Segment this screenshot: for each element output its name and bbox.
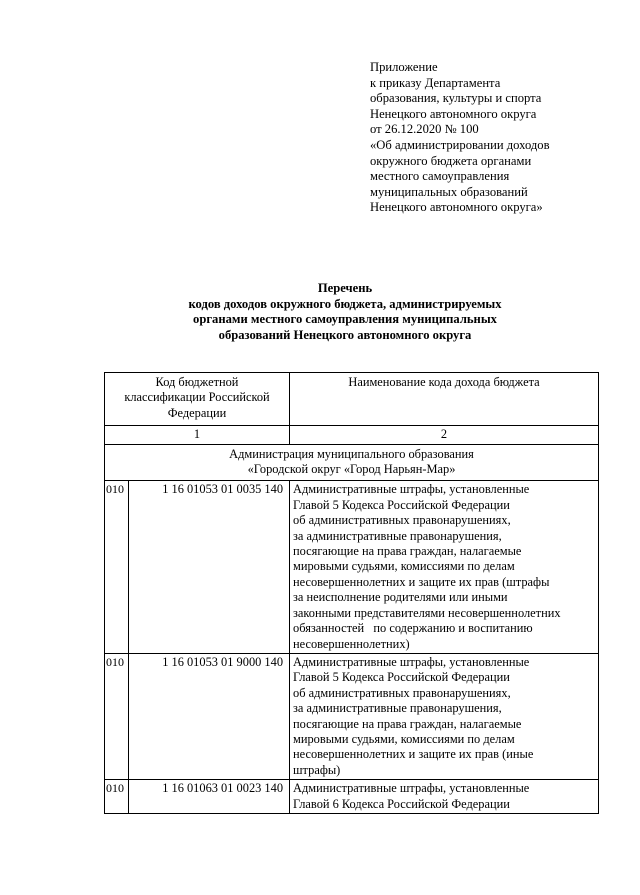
title-line: Перечень xyxy=(317,281,373,295)
admin-code: 010 xyxy=(105,481,129,653)
section-line: «Городской округ «Город Нарьян-Мар» xyxy=(247,462,456,477)
income-name xyxy=(290,653,599,779)
header-code-line: Код бюджетной xyxy=(155,375,239,389)
income-name-line: несовершеннолетних и защите их прав (штрафы xyxy=(293,574,550,589)
income-name-line: за административные правонарушения, xyxy=(293,701,502,716)
income-name-line: законными представителями несовершеннолетних xyxy=(293,605,561,620)
income-name-line: мировыми судьями, комиссиями по делам xyxy=(293,559,515,574)
income-name-line: посягающие на права граждан, налагаемые xyxy=(293,716,522,731)
table-row xyxy=(105,653,599,779)
budget-code: 1 16 01053 01 0035 140 xyxy=(129,481,290,653)
title-line: органами местного самоуправления муниципальных xyxy=(193,312,497,327)
header-name-cell: Наименование кода дохода бюджета xyxy=(290,373,599,426)
appendix-line: муниципальных образований xyxy=(370,184,528,199)
appendix-line: «Об администрировании доходов xyxy=(370,137,550,152)
section-title xyxy=(105,444,599,481)
income-name-line: несовершеннолетних) xyxy=(293,636,410,651)
income-name-line: Административные штрафы, установленные xyxy=(293,654,530,669)
table-row xyxy=(105,780,599,814)
appendix-line: образования, культуры и спорта xyxy=(370,91,542,106)
budget-code: 1 16 01053 01 9000 140 xyxy=(129,653,290,779)
income-name-line: за неисполнение родителями или иными xyxy=(293,590,508,605)
appendix-line: Ненецкого автономного округа» xyxy=(370,200,543,215)
income-name-line: штрафы) xyxy=(293,762,341,777)
income-name-line: обязанностей по содержанию и воспитанию xyxy=(293,621,533,636)
income-name-line: Главой 5 Кодекса Российской Федерации xyxy=(293,497,510,512)
income-name-line: об административных правонарушениях, xyxy=(293,513,511,528)
admin-code: 010 xyxy=(105,780,129,814)
section-row xyxy=(105,444,599,481)
appendix-line: от 26.12.2020 № 100 xyxy=(370,122,479,137)
income-name-line: за административные правонарушения, xyxy=(293,528,502,543)
appendix-line: Приложение xyxy=(370,60,438,74)
column-number-row xyxy=(105,426,599,444)
column-number-1: 1 xyxy=(105,426,290,444)
income-name-line: Административные штрафы, установленные xyxy=(293,781,530,796)
income-name-line: Административные штрафы, установленные xyxy=(293,482,530,497)
section-line: Администрация муниципального образования xyxy=(229,446,474,461)
header-code-line: Федерации xyxy=(167,405,227,420)
income-name-line: мировыми судьями, комиссиями по делам xyxy=(293,731,515,746)
appendix-line: окружного бюджета органами xyxy=(370,153,532,168)
income-name-line: Главой 6 Кодекса Российской Федерации xyxy=(293,796,510,811)
income-name-line: несовершеннолетних и защите их прав (иные xyxy=(293,747,534,762)
income-codes-table xyxy=(104,372,599,814)
budget-code: 1 16 01063 01 0023 140 xyxy=(129,780,290,814)
title-line: образований Ненецкого автономного округа xyxy=(218,327,472,342)
income-name xyxy=(290,481,599,653)
income-name-line: об административных правонарушениях, xyxy=(293,685,511,700)
appendix-line: к приказу Департамента xyxy=(370,75,501,90)
appendix-line: Ненецкого автономного округа xyxy=(370,106,537,121)
title-line: кодов доходов окружного бюджета, администрируемых xyxy=(188,296,502,311)
admin-code: 010 xyxy=(105,653,129,779)
column-number-2: 2 xyxy=(290,426,599,444)
appendix-line: местного самоуправления xyxy=(370,169,510,184)
document-title xyxy=(100,281,590,343)
header-code-line: классификации Российской xyxy=(124,390,270,405)
header-code-cell xyxy=(105,373,290,426)
income-name-line: Главой 5 Кодекса Российской Федерации xyxy=(293,670,510,685)
income-name-line: посягающие на права граждан, налагаемые xyxy=(293,544,522,559)
table-header-row xyxy=(105,373,599,426)
income-name xyxy=(290,780,599,814)
appendix-block xyxy=(370,60,630,216)
table-row xyxy=(105,481,599,653)
